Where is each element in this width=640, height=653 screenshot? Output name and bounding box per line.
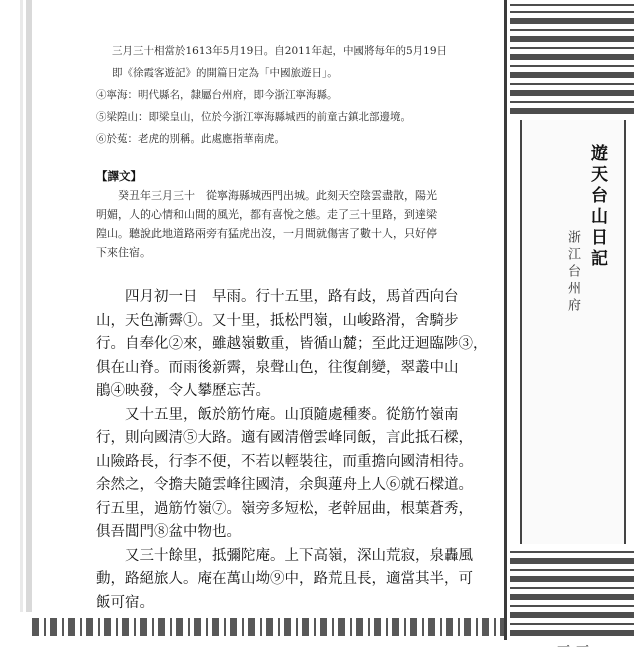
original-line: 又十五里，飯於筋竹庵。山頂隨處種麥。從筋竹嶺南 bbox=[125, 406, 459, 423]
spine-sidebar bbox=[504, 0, 640, 653]
original-line: 又三十餘里，抵彌陀庵。上下高嶺，深山荒寂，泉轟風 bbox=[125, 547, 473, 564]
original-line: 行。自奉化②來，雖越嶺數重，皆循山麓；至此迂迴臨陟③， bbox=[96, 336, 488, 352]
footnote-line: 三月三十相當於1613年5月19日。自2011年起，中國將每年的5月19日 bbox=[112, 45, 448, 57]
original-paragraph bbox=[96, 404, 500, 545]
original-line: 山險路長，行李不便，不若以輕裝往，而重擔向國清相待。 bbox=[96, 453, 473, 470]
original-line: 飯可宿。 bbox=[96, 594, 154, 611]
original-line: 動，路絕旅人。庵在萬山坳⑨中，路荒且長，適當其半，可 bbox=[96, 571, 473, 587]
original-line: 行五里，過筋竹嶺⑦。嶺旁多短松，老幹屈曲，根葉蒼秀， bbox=[96, 500, 473, 517]
translation-line: 明媚，人的心情和山間的風光，都有喜悅之態。走了三十里路，到達梁 bbox=[96, 208, 437, 221]
decorative-fret-pattern bbox=[32, 618, 504, 636]
translation-line: 下來住宿。 bbox=[96, 246, 151, 259]
original-line: 余然之，令擔夫隨雲峰往國清，余與蓮舟上人⑥就石樑道。 bbox=[96, 477, 473, 493]
original-line: 四月初一日 早雨。行十五里，路有歧，馬首西向台 bbox=[125, 289, 459, 305]
original-line: 山，天色漸霽①。又十里，抵松門嶺，山峻路滑，舍騎步 bbox=[96, 312, 459, 329]
chapter-title: 遊天台山日記 bbox=[587, 144, 607, 270]
chapter-subtitle: 浙江台州府 bbox=[565, 230, 580, 315]
translation-heading: 【譯文】 bbox=[96, 169, 142, 183]
translation-text bbox=[96, 186, 500, 262]
original-text bbox=[96, 286, 500, 615]
page-left-border bbox=[0, 0, 32, 640]
original-line: 鵑④映發，令人攀歷忘苦。 bbox=[96, 383, 270, 399]
footnote-line: 即《徐霞客遊記》的開篇日定為「中國旅遊日」。 bbox=[112, 67, 338, 79]
translation-line: 癸丑年三月三十 從寧海縣城西門出城。此刻天空陰雲盡散，陽光 bbox=[118, 189, 437, 202]
translation-line: 隍山。聽說此地道路兩旁有猛虎出沒，一月間就傷害了數十人，只好停 bbox=[96, 227, 437, 240]
footnote-line: ⑤梁隍山：即梁皇山，位於今浙江寧海縣城西的前童古鎮北部邊境。 bbox=[96, 111, 411, 123]
spine-bottom-fret-pattern bbox=[510, 548, 634, 636]
original-paragraph bbox=[96, 545, 500, 616]
original-paragraph bbox=[96, 286, 500, 404]
spine-top-fret-pattern bbox=[510, 4, 634, 114]
original-line: 俱在山脊。而雨後新霽，泉聲山色，往復創變，翠叢中山 bbox=[96, 359, 459, 376]
original-line: 行，則向國清⑤大路。適有國清僧雲峰同飯，言此抵石樑， bbox=[96, 430, 473, 446]
main-content bbox=[96, 40, 500, 615]
spine-title-box bbox=[520, 120, 626, 653]
footnotes bbox=[96, 40, 500, 150]
footnote-line: ④寧海：明代縣名，隸屬台州府，即今浙江寧海縣。 bbox=[96, 89, 338, 101]
original-line: 俱吾閶門⑧盆中物也。 bbox=[96, 524, 241, 540]
footnote-line: ⑥於菟：老虎的別稱。此處應指華南虎。 bbox=[96, 133, 285, 145]
page-number: 一一 bbox=[554, 640, 588, 653]
